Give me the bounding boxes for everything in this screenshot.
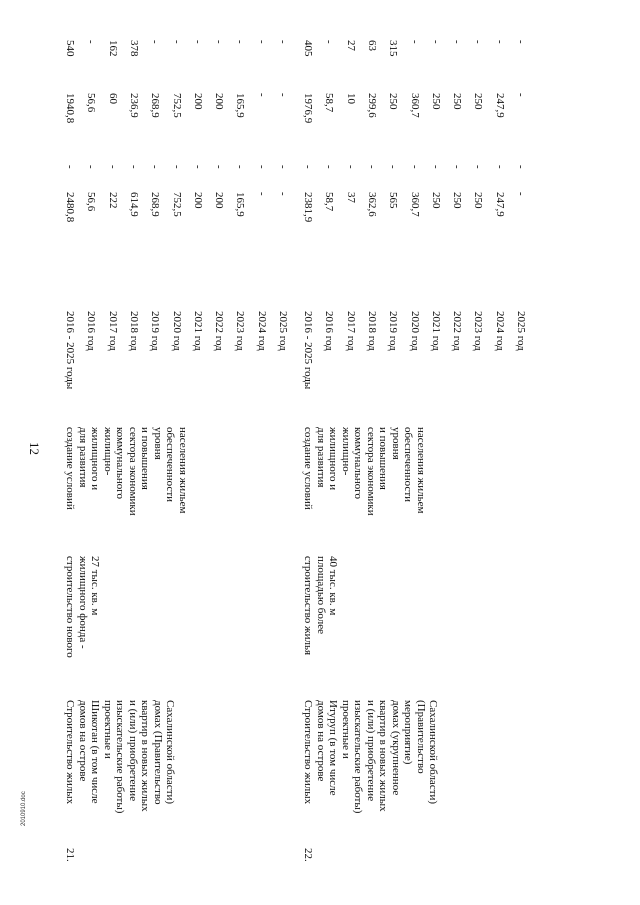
- total-cell: 200: [213, 192, 226, 209]
- period-cell: 2020 год: [170, 311, 183, 351]
- measure-name-line: Строительство жилых: [302, 700, 314, 805]
- measure-name-line: Шикотан (в том числе: [89, 700, 101, 804]
- goal-line: уровня: [389, 427, 402, 460]
- other-cell: -: [213, 40, 226, 44]
- measure-name-line: домов на острове: [314, 700, 327, 782]
- goal-line: создание условий: [302, 427, 314, 510]
- period-cell: 2022 год: [213, 311, 226, 351]
- goal-line: и повышения: [377, 427, 389, 490]
- goal-line: жилищного и: [89, 427, 101, 491]
- footer-filename: 2010910.doc: [21, 791, 27, 826]
- measure-name-line: мероприятие): [402, 700, 414, 765]
- other-cell: -: [149, 40, 162, 44]
- measure-name-line: домах (Правительство: [151, 700, 164, 805]
- other-cell: -: [493, 40, 506, 44]
- regional-cell: 299,6: [365, 93, 378, 118]
- period-cell: 2016 год: [323, 311, 336, 351]
- period-cell: 2024 год: [493, 311, 506, 351]
- total-cell: 565: [387, 192, 400, 209]
- measure-name-line: Строительство жилых: [64, 700, 76, 805]
- federal-cell: -: [408, 165, 421, 169]
- period-cell: 2019 год: [387, 311, 400, 351]
- other-cell: 27: [344, 40, 357, 51]
- regional-cell: 200: [213, 93, 226, 110]
- measure-name-line: (Правительство: [414, 700, 427, 774]
- regional-cell: 1976,9: [302, 93, 314, 124]
- measure-name-line: квартир в новых жилых: [139, 700, 151, 812]
- other-cell: -: [323, 40, 336, 44]
- total-cell: 250: [472, 192, 485, 209]
- federal-cell: -: [387, 165, 400, 169]
- other-cell: -: [472, 40, 485, 44]
- goal-line: коммунального: [352, 427, 364, 499]
- period-cell: 2022 год: [451, 311, 464, 351]
- total-cell: 2381,9: [302, 192, 314, 223]
- federal-cell: -: [493, 165, 506, 169]
- measure-name-line: изыскательские работы): [352, 700, 364, 814]
- indicator-line: 40 тыс. кв. м: [327, 556, 339, 616]
- federal-cell: -: [191, 165, 204, 169]
- regional-cell: 58,7: [323, 93, 336, 113]
- regional-cell: 236,9: [127, 93, 140, 118]
- total-cell: 247,9: [493, 192, 506, 217]
- regional-cell: 250: [429, 93, 442, 110]
- federal-cell: -: [170, 165, 183, 169]
- total-cell: 222: [106, 192, 119, 209]
- regional-cell: 1940,8: [64, 93, 76, 124]
- regional-cell: -: [255, 93, 268, 97]
- period-cell: 2024 год: [255, 311, 268, 351]
- goal-line: сектора экономики: [364, 427, 377, 516]
- total-cell: 37: [344, 192, 357, 203]
- regional-cell: 360,7: [408, 93, 421, 118]
- regional-cell: -: [277, 93, 289, 97]
- row-number: 21.: [64, 848, 76, 862]
- total-cell: 362,6: [365, 192, 378, 217]
- period-cell: 2016 - 2025 годы: [64, 311, 76, 390]
- measure-name-line: изыскательские работы): [114, 700, 126, 814]
- goal-line: обеспеченности: [402, 427, 414, 503]
- other-cell: -: [515, 40, 527, 44]
- regional-cell: 200: [191, 93, 204, 110]
- goal-line: населения жильем: [414, 427, 427, 514]
- other-cell: -: [408, 40, 421, 44]
- regional-cell: 250: [451, 93, 464, 110]
- other-cell: 63: [365, 40, 378, 51]
- total-cell: 268,9: [149, 192, 162, 217]
- goal-line: уровня: [151, 427, 164, 460]
- total-cell: -: [515, 192, 527, 196]
- indicator-line: площадью более: [314, 556, 327, 635]
- measure-name-line: и (или) приобретение: [364, 700, 377, 802]
- federal-cell: -: [127, 165, 140, 169]
- measure-name-line: Сахалинской области): [164, 700, 176, 805]
- row-number: 22.: [302, 848, 314, 862]
- federal-cell: -: [106, 165, 119, 169]
- total-cell: 58,7: [323, 192, 336, 212]
- goal-line: для развития: [76, 427, 89, 488]
- total-cell: 165,9: [234, 192, 247, 217]
- period-cell: 2016 год: [85, 311, 98, 351]
- other-cell: 405: [302, 40, 314, 57]
- period-cell: 2023 год: [234, 311, 247, 351]
- federal-cell: -: [472, 165, 485, 169]
- period-cell: 2017 год: [106, 311, 119, 351]
- measure-name-line: домов на острове: [76, 700, 89, 782]
- regional-cell: 165,9: [234, 93, 247, 118]
- goal-line: жилищного и: [327, 427, 339, 491]
- total-cell: 250: [451, 192, 464, 209]
- goal-line: жилищно-: [101, 427, 114, 476]
- regional-cell: 250: [472, 93, 485, 110]
- other-cell: 162: [106, 40, 119, 57]
- measure-name-line: Итуруп (в том числе: [327, 700, 339, 796]
- measure-name-line: и (или) приобретение: [126, 700, 139, 802]
- total-cell: 250: [429, 192, 442, 209]
- period-cell: 2017 год: [344, 311, 357, 351]
- federal-cell: -: [365, 165, 378, 169]
- federal-cell: -: [323, 165, 336, 169]
- measure-name-line: домах (укрупненное: [389, 700, 402, 796]
- regional-cell: 752,5: [170, 93, 183, 118]
- other-cell: -: [255, 40, 268, 44]
- goal-line: и повышения: [139, 427, 151, 490]
- total-cell: 614,9: [127, 192, 140, 217]
- regional-cell: 56,6: [85, 93, 98, 113]
- federal-cell: -: [213, 165, 226, 169]
- federal-cell: -: [451, 165, 464, 169]
- total-cell: 56,6: [85, 192, 98, 212]
- period-cell: 2020 год: [408, 311, 421, 351]
- federal-cell: -: [302, 165, 314, 169]
- total-cell: -: [277, 192, 289, 196]
- other-cell: -: [429, 40, 442, 44]
- measure-name-line: проектные и: [339, 700, 352, 759]
- period-cell: 2016 - 2025 годы: [302, 311, 314, 390]
- other-cell: -: [277, 40, 289, 44]
- federal-cell: -: [255, 165, 268, 169]
- total-cell: 360,7: [408, 192, 421, 217]
- goal-line: создание условий: [64, 427, 76, 510]
- other-cell: -: [451, 40, 464, 44]
- other-cell: -: [191, 40, 204, 44]
- period-cell: 2025 год: [277, 311, 289, 351]
- measure-name-line: Сахалинской области): [427, 700, 439, 805]
- indicator-line: строительство жилья: [302, 556, 314, 656]
- other-cell: 378: [127, 40, 140, 57]
- goal-line: для развития: [314, 427, 327, 488]
- regional-cell: -: [515, 93, 527, 97]
- federal-cell: -: [149, 165, 162, 169]
- federal-cell: -: [344, 165, 357, 169]
- other-cell: -: [170, 40, 183, 44]
- federal-cell: -: [64, 165, 76, 169]
- federal-cell: -: [85, 165, 98, 169]
- period-cell: 2018 год: [127, 311, 140, 351]
- other-cell: -: [85, 40, 98, 44]
- measure-name-line: проектные и: [101, 700, 114, 759]
- federal-cell: -: [429, 165, 442, 169]
- regional-cell: 268,9: [149, 93, 162, 118]
- goal-line: населения жильем: [176, 427, 189, 514]
- period-cell: 2021 год: [429, 311, 442, 351]
- measure-name-line: квартир в новых жилых: [377, 700, 389, 812]
- period-cell: 2018 год: [365, 311, 378, 351]
- indicator-line: строительство нового: [64, 556, 76, 658]
- goal-line: коммунального: [114, 427, 126, 499]
- goal-line: обеспеченности: [164, 427, 176, 503]
- total-cell: -: [255, 192, 268, 196]
- regional-cell: 250: [387, 93, 400, 110]
- total-cell: 2480,8: [64, 192, 76, 223]
- other-cell: 540: [64, 40, 76, 57]
- period-cell: 2025 год: [515, 311, 527, 351]
- regional-cell: 60: [106, 93, 119, 104]
- indicator-line: жилищного фонда -: [76, 556, 89, 649]
- indicator-line: 27 тыс. кв. м: [89, 556, 101, 616]
- regional-cell: 247,9: [493, 93, 506, 118]
- period-cell: 2023 год: [472, 311, 485, 351]
- federal-cell: -: [234, 165, 247, 169]
- total-cell: 200: [191, 192, 204, 209]
- federal-cell: -: [515, 165, 527, 169]
- period-cell: 2019 год: [149, 311, 162, 351]
- total-cell: 752,5: [170, 192, 183, 217]
- other-cell: 315: [387, 40, 400, 57]
- page-number: 12: [27, 442, 42, 455]
- federal-cell: -: [277, 165, 289, 169]
- goal-line: жилищно-: [339, 427, 352, 476]
- other-cell: -: [234, 40, 247, 44]
- goal-line: сектора экономики: [126, 427, 139, 516]
- regional-cell: 10: [344, 93, 357, 104]
- period-cell: 2021 год: [191, 311, 204, 351]
